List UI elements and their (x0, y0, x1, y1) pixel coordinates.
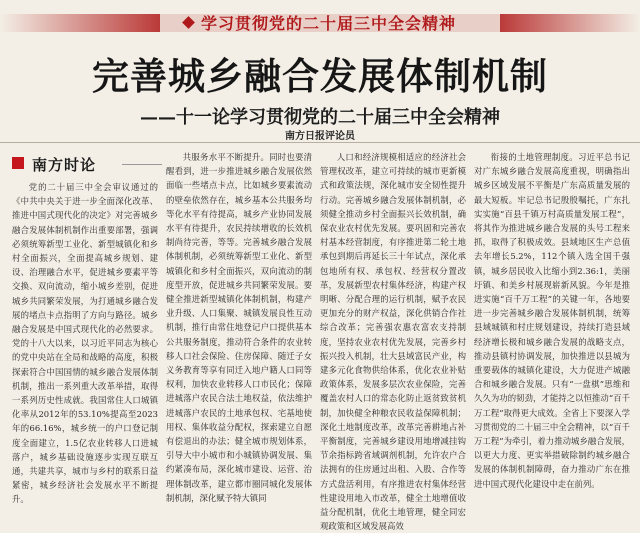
headline: 完善城乡融合发展体制机制 (92, 55, 548, 98)
header-divider (0, 142, 640, 143)
column-label-line (122, 164, 162, 165)
square-icon (12, 157, 24, 169)
diamond-icon (182, 16, 195, 29)
article-text-2: 共服务水平不断提升。同时也要清醒看到，进一步推进城乡融合发展依然面临一些堵点卡点，比如城乡要素流动的壁垒依然存在，城乡基本公共服务均等化水平有待提高，城乡产业协同发展水平有待提升，农民持续增收的长效机制尚待完善，等等。完善城乡融合发展体制机制，必须统筹新型工业化、新型城镇化和乡村全面振兴，双向流动的制度型开放，促进城乡共同繁荣发展。要健全推进新型城镇化体制机制，构建产业升级、人口集聚、城镇发展良性互动机制，推行由常住地登记户口提供基本公共服务制度，推动符合条件的农业转移人口社会保险、住房保障、随迁子女义务教育等享有同迁入地户籍人口同等权利，加快农业转移人口市民化；保障进城落户农民合法土地权益，依法维护进城落户农民的土地承包权、宅基地使用权、集体收益分配权，探索建立自愿有偿退出的办法；健全城市规划体系，引导大中小城市和小城镇协调发展、集约紧凑布局，深化城市建设、运营、治理体制改革，建立都市圈同城化发展体制机制，深化赋予特大镇同 (166, 152, 312, 503)
article-text-1: 党的二十届三中全会审议通过的《中共中央关于进一步全面深化改革、推进中国式现代化的决定》对完善城乡融合发展体制机制作出重要部署，强调必须统筹新型工业化、新型城镇化和乡村全面振兴，全面提高城乡规划、建设、治理融合水平，促进城乡要素平等交换、双向流动，缩小城乡差别，促进城乡共同繁荣发展，为打通城乡融合发展的堵点卡点指明了方向与路径。城乡融合发展是中国式现代化的必然要求。党的十八大以来，以习近平同志为核心的党中央站在全局和战略的高度，积极探索符合中国国情的城乡融合发展体制机制，推出一系列重大改革举措，取得一系列历史性成就。我国常住人口城镇化率从2012年的53.10%提高至2023年的66.16%，城乡统一的户口登记制度全面建立，1.5亿农业转移人口进城落户，城乡基础设施逐步实现互联互通，共建共享，城市与乡村的联系日益紧密，城乡经济社会发展水平不断提升。 (12, 182, 158, 505)
subtitle: ——十一论学习贯彻党的二十届三中全会精神 (140, 107, 500, 128)
series-title (0, 11, 640, 34)
article-text-4: 衔接的土地管理制度。习近平总书记对广东城乡融合发展高度重视，明确指出城乡区域发展不平衡是广东高质量发展的最大短板。牢记总书记殷殷嘱托，广东扎实实施“百县千镇万村高质量发展工程”，将其作为推进城乡融合发展的头号工程来抓，取得了积极成效。县域地区生产总值去年增长5.2%，112个镇入选全国千强镇，城乡居民收入比缩小到2.36:1，美丽圩镇、和美乡村展现崭新风貌。今年是推进实施“百千万工程”的关键一年，各地要进一步完善城乡融合发展体制机制，统筹县域城镇和村庄规划建设，持续打造县域经济增长极和城乡融合发展的战略支点，推动县镇村协调发展，加快推进以县城为重要载体的城镇化建设，大力促进产城融合和城乡融合发展。只有“一盘棋”思维和久久为功的韧劲，才能持之以恒推动“百千万工程”取得更大成效。全省上下要深入学习贯彻党的二十届三中全会精神，以“百千万工程”为牵引，着力推动城乡融合发展，以更大力度、更实举措破除制约城乡融合发展的体制机制障碍，奋力推动广东在推进中国式现代化建设中走在前列。 (474, 152, 630, 489)
article-text-3: 人口和经济规模相适应的经济社会管理权改革，建立可持续的城市更新模式和政策法规，深化城市安全韧性提升行动。完善城乡融合发展体制机制，必须健全推动乡村全面振兴长效机制，确保农业农村优先发展。要巩固和完善农村基本经营制度，有序推进第二轮土地承包到期后再延长三十年试点，深化承包地所有权、承包权、经营权分置改革，发展新型农村集体经济，构建产权明晰、分配合理的运行机制，赋予农民更加充分的财产权益，深化供销合作社综合改革；完善强农惠农富农支持制度，坚持农业农村优先发展，完善乡村振兴投入机制，壮大县域富民产业，构建多元化食物供给体系，优化农业补贴政策体系，发展多层次农业保险，完善覆盖农村人口的常态化防止返贫致贫机制，加快健全种粮农民收益保障机制；深化土地制度改革，改革完善耕地占补平衡制度，完善城乡建设用地增减挂钩节余指标跨省域调剂机制，允许农户合法拥有的住房通过出租、入股、合作等方式盘活利用，有序推进农村集体经营性建设用地入市改革，健全土地增值收益分配机制，优化土地管理，健全同宏观政策和区域发展高效 (320, 152, 466, 532)
article-column-4 (474, 150, 630, 489)
column-label-text: 南方时论 (32, 156, 97, 174)
article-column-1 (12, 180, 158, 505)
series-banner (0, 0, 640, 44)
byline: 南方日报评论员 (285, 131, 355, 142)
article-column-3 (320, 150, 466, 532)
column-label (12, 154, 160, 174)
article-column-2 (166, 150, 312, 503)
series-title-text: 学习贯彻党的二十届三中全会精神 (200, 14, 456, 33)
